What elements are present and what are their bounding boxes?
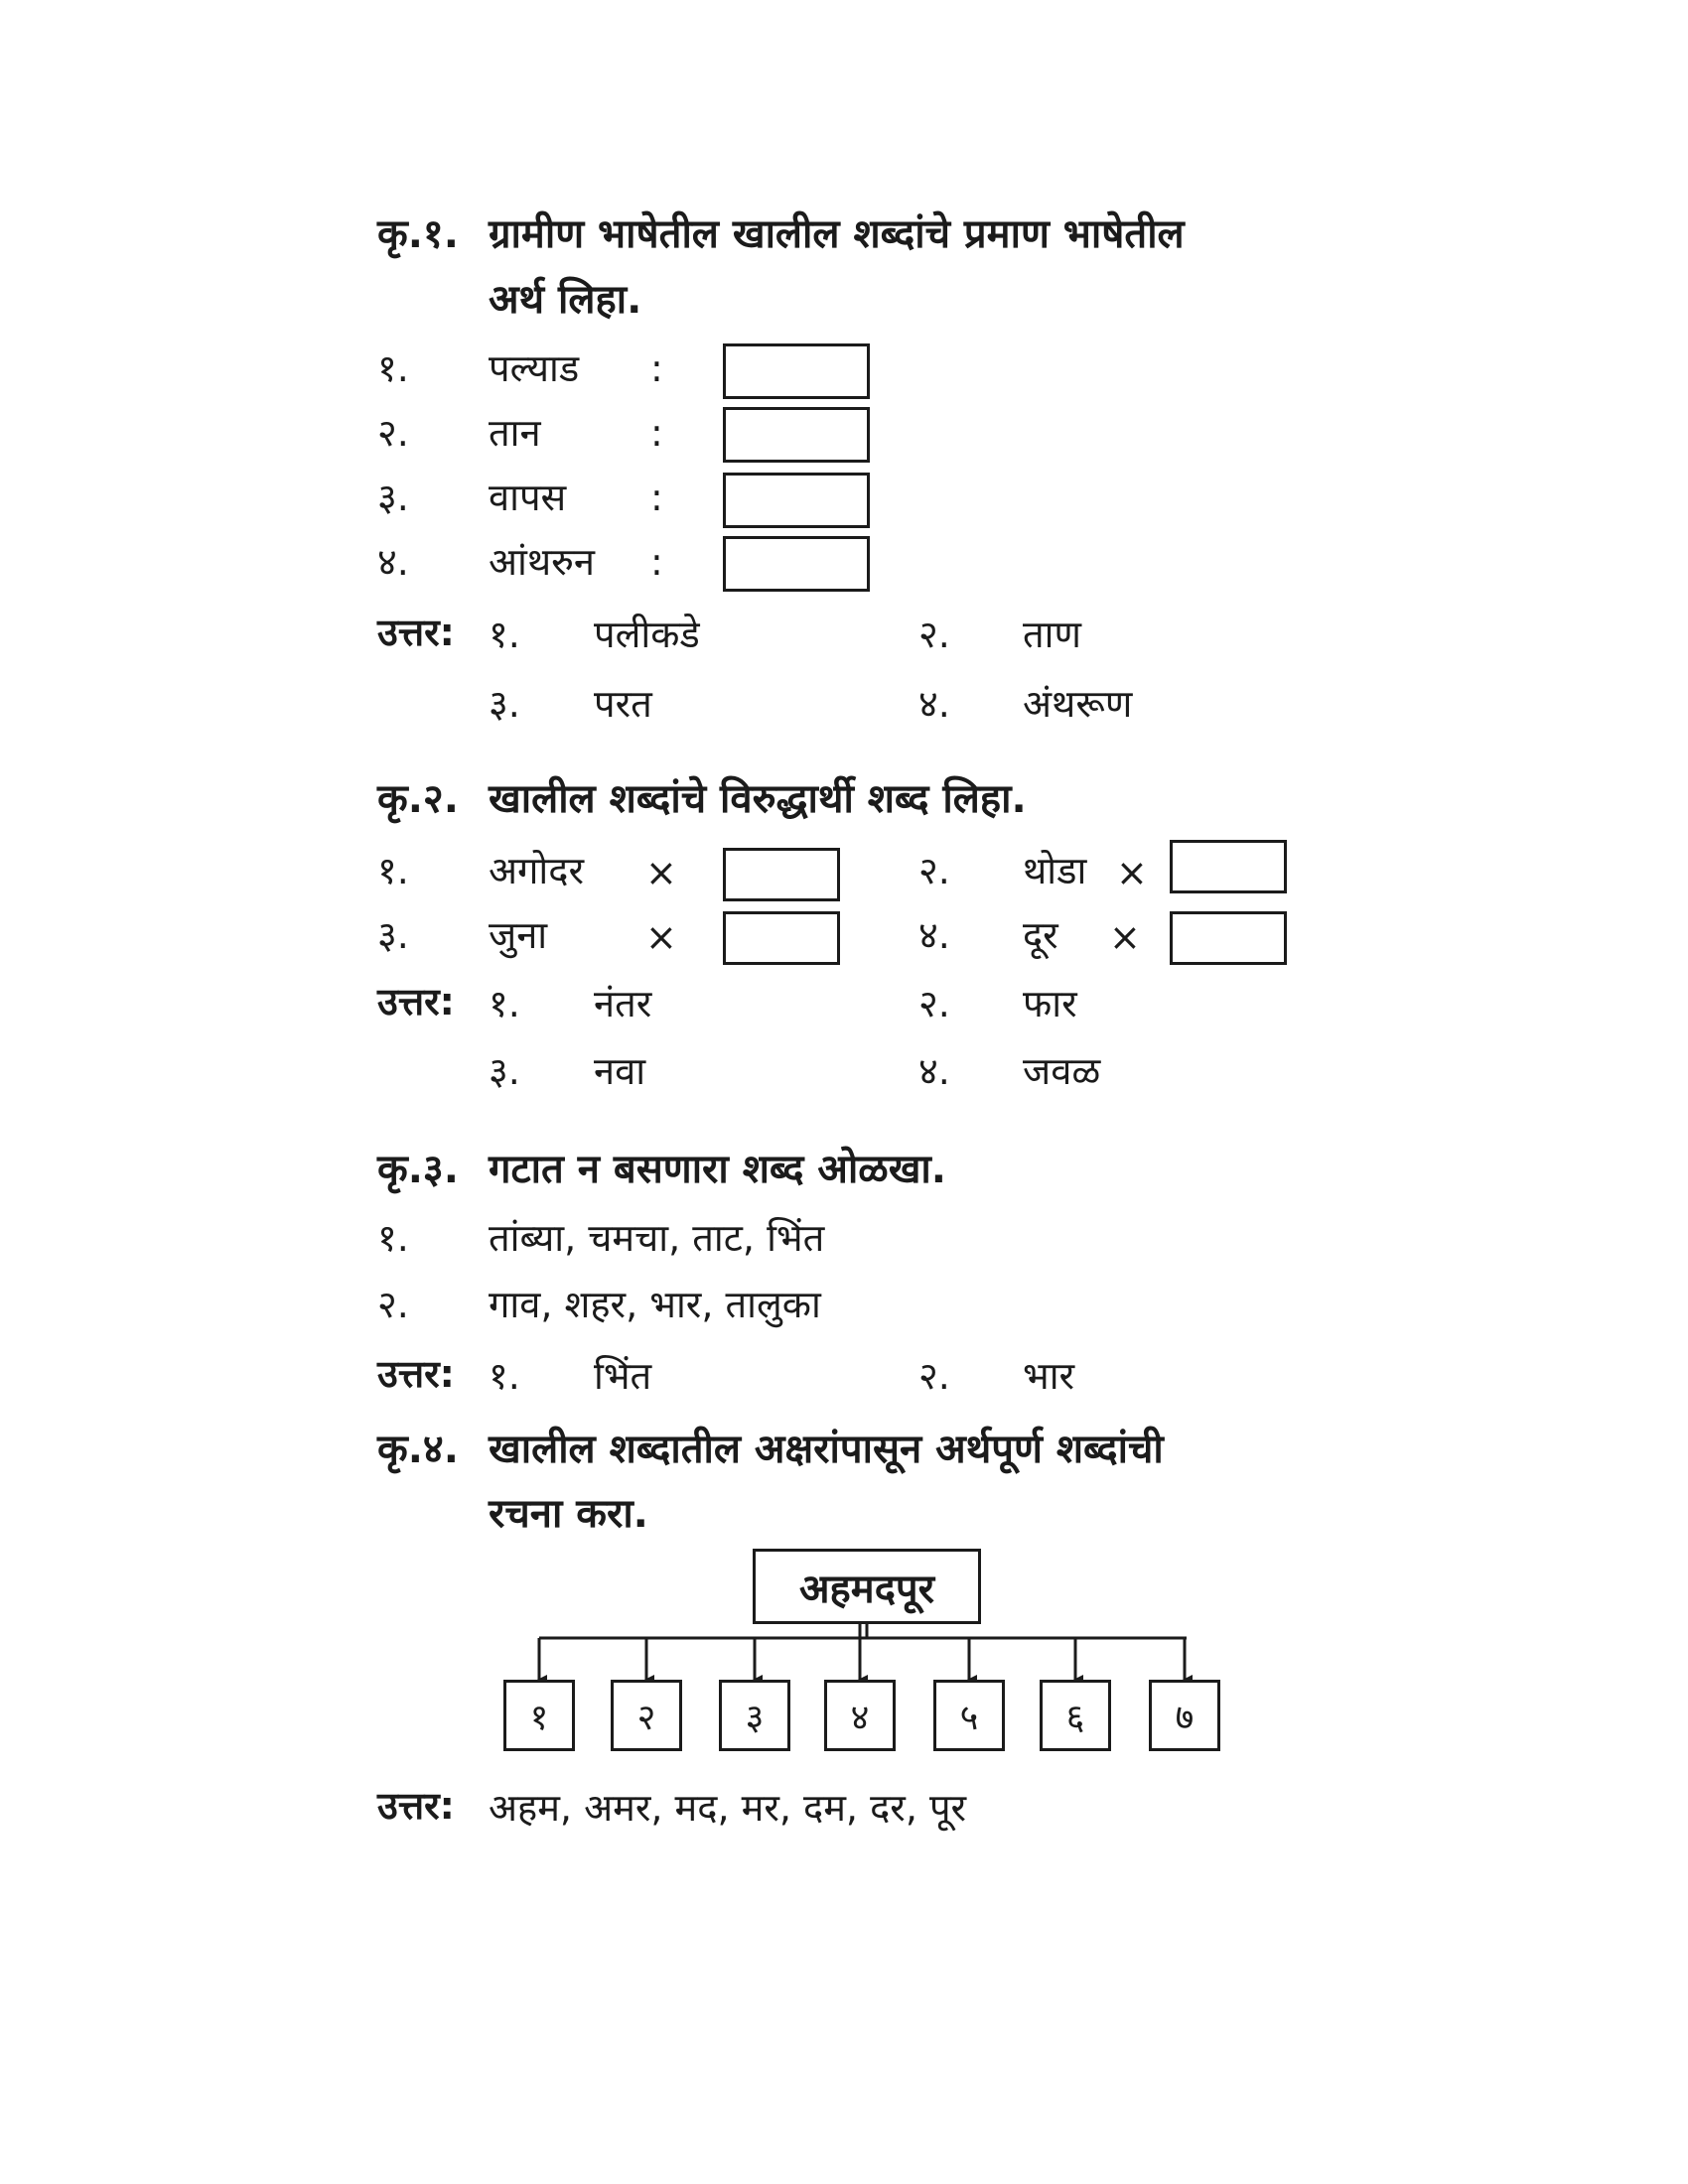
q1-item-4-sep: : [650, 540, 663, 584]
q1-item-1-num: १. [377, 346, 409, 390]
q1-answer-2-word: ताण [1023, 613, 1081, 656]
q1-answer-2-num: २. [918, 613, 950, 656]
q4-text-line2: रचना करा. [489, 1491, 648, 1537]
q1-answer-3-word: परत [594, 682, 652, 726]
q1-text-line2: अर्थ लिहा. [489, 277, 642, 323]
q3-text: गटात न बसणारा शब्द ओळखा. [489, 1147, 946, 1192]
letter-box-4[interactable]: ४ [824, 1680, 896, 1751]
q1-item-2-num: २. [377, 411, 409, 455]
root-word-box: अहमदपूर [753, 1549, 981, 1624]
q2-item-2-num: २. [918, 849, 950, 892]
q2-answer-label: उत्तर: [377, 980, 455, 1024]
q1-answer-3-num: ३. [489, 682, 520, 726]
q2-answer-4-word: जवळ [1023, 1049, 1101, 1093]
q1-answer-label: उत्तर: [377, 611, 455, 654]
q1-item-1-sep: : [650, 346, 663, 390]
q4-label: कृ.४. [377, 1427, 459, 1472]
q3-item-1-num: १. [377, 1216, 409, 1260]
q2-item-1-num: १. [377, 849, 409, 892]
q3-answer-2-word: भार [1023, 1354, 1075, 1398]
q2-item-2-word: थोडा [1023, 849, 1087, 892]
q1-answer-4-word: अंथरूण [1023, 682, 1133, 726]
q1-answer-4-num: ४. [918, 682, 950, 726]
q2-item-1-sep: × [645, 851, 677, 894]
q4-text-line1: खालील शब्दातील अक्षरांपासून अर्थपूर्ण शब्दांची [489, 1427, 1164, 1472]
q3-answer-1-num: १. [489, 1354, 520, 1398]
q2-text: खालील शब्दांचे विरुद्धार्थी शब्द लिहा. [489, 776, 1027, 822]
letter-box-3[interactable]: ३ [719, 1680, 790, 1751]
q3-answer-label: उत्तर: [377, 1352, 455, 1396]
q2-item-4-sep: × [1109, 915, 1141, 959]
q3-answer-1-word: भिंत [594, 1354, 652, 1398]
q2-item-2-sep: × [1116, 851, 1148, 894]
q4-answer-text: अहम, अमर, मद, मर, दम, दर, पूर [489, 1786, 967, 1830]
letter-box-7[interactable]: ७ [1149, 1680, 1220, 1751]
letter-box-1[interactable]: १ [503, 1680, 575, 1751]
q1-answer-1-num: १. [489, 613, 520, 656]
letter-box-6[interactable]: ६ [1040, 1680, 1111, 1751]
q3-item-1-word: तांब्या, चमचा, ताट, भिंत [489, 1216, 825, 1260]
q3-item-2-num: २. [377, 1283, 409, 1326]
q2-item-4-num: ४. [918, 913, 950, 957]
letter-box-2[interactable]: २ [611, 1680, 682, 1751]
q2-answer-1-num: १. [489, 982, 520, 1025]
q1-item-3-num: ३. [377, 476, 409, 519]
q3-item-2-word: गाव, शहर, भार, तालुका [489, 1283, 821, 1326]
q1-text-line1: ग्रामीण भाषेतील खालील शब्दांचे प्रमाण भाषेतील [489, 211, 1185, 257]
letter-box-5[interactable]: ५ [933, 1680, 1005, 1751]
q1-item-4-word: आंथरुन [489, 540, 595, 584]
q1-item-3-word: वापस [489, 476, 567, 519]
q4-answer-label: उत्तर: [377, 1784, 455, 1828]
q2-answer-3-word: नवा [594, 1049, 646, 1093]
q2-item-3-sep: × [645, 915, 677, 959]
q2-answer-2-word: फार [1023, 982, 1077, 1025]
q2-answer-2-num: २. [918, 982, 950, 1025]
q1-label: कृ.१. [377, 211, 459, 257]
q1-item-3-sep: : [650, 476, 663, 519]
q2-item-3-num: ३. [377, 913, 409, 957]
q3-label: कृ.३. [377, 1147, 459, 1192]
q2-item-1-word: अगोदर [489, 849, 584, 892]
q1-item-4-num: ४. [377, 540, 409, 584]
q2-answer-3-num: ३. [489, 1049, 520, 1093]
q3-answer-2-num: २. [918, 1354, 950, 1398]
q1-item-1-word: पल्याड [489, 346, 580, 390]
q2-answer-4-num: ४. [918, 1049, 950, 1093]
q1-answer-1-word: पलीकडे [594, 613, 700, 656]
q2-label: कृ.२. [377, 776, 459, 822]
q2-item-3-word: जुना [489, 913, 548, 957]
q1-item-2-word: तान [489, 411, 541, 455]
q2-item-4-word: दूर [1023, 913, 1058, 957]
q1-item-2-sep: : [650, 411, 663, 455]
q2-answer-1-word: नंतर [594, 982, 652, 1025]
